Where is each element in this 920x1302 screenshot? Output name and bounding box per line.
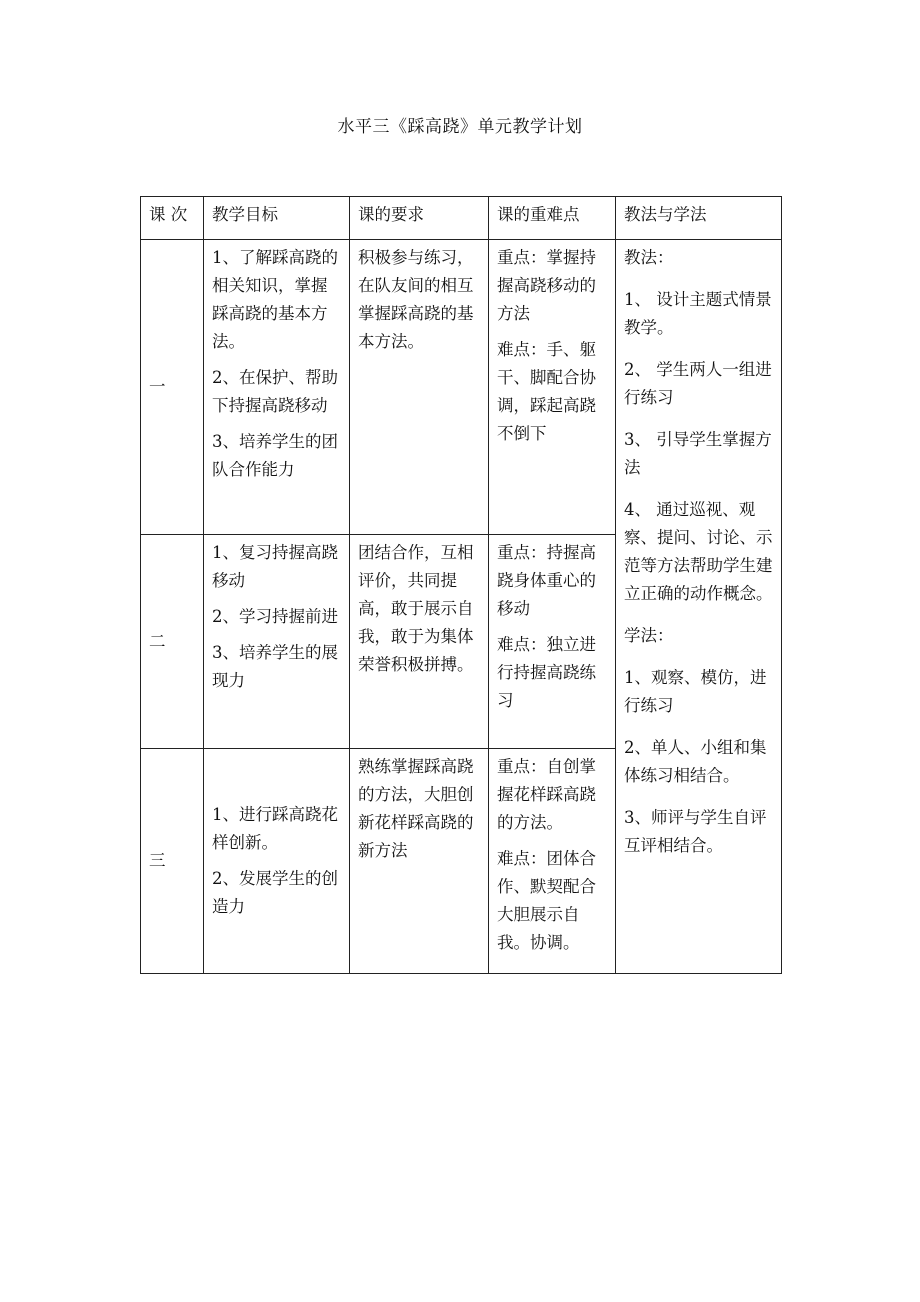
goal-item: 2、学习持握前进 (212, 607, 338, 626)
teaching-method-item: 4、 通过巡视、观察、提问、讨论、示范等方法帮助学生建立正确的动作概念。 (624, 500, 773, 603)
table-header-row (141, 197, 782, 240)
lesson-number: 三 (141, 749, 204, 974)
header-lesson: 课 次 (141, 197, 204, 240)
key-points-cell (489, 240, 616, 535)
key-points-cell (489, 749, 616, 974)
goal-item: 1、进行踩高跷花样创新。 (212, 805, 338, 852)
learning-method-item: 2、单人、小组和集体练习相结合。 (624, 738, 767, 785)
learning-method-item: 3、师评与学生自评互评相结合。 (624, 808, 767, 855)
difficulty-text: 难点：独立进行持握高跷练习 (497, 635, 596, 710)
difficulty-text: 难点：手、躯干、脚配合协调，踩起高跷不倒下 (497, 340, 596, 443)
key-points-cell (489, 535, 616, 749)
goal-item: 3、培养学生的团队合作能力 (212, 432, 338, 479)
requirements-cell (350, 535, 489, 749)
goal-item: 3、培养学生的展现力 (212, 643, 338, 690)
table-row (141, 240, 782, 535)
teaching-methods-heading: 教法： (624, 248, 674, 267)
goals-cell (204, 240, 350, 535)
goals-cell (204, 535, 350, 749)
lesson-number: 一 (141, 240, 204, 535)
header-methods: 教法与学法 (616, 197, 782, 240)
lesson-number: 二 (141, 535, 204, 749)
lesson-plan-table (140, 196, 782, 974)
goals-cell (204, 749, 350, 974)
key-point-text: 重点：自创掌握花样踩高跷的方法。 (497, 757, 596, 832)
teaching-method-item: 1、 设计主题式情景教学。 (624, 290, 772, 337)
difficulty-text: 难点：团体合作、默契配合大胆展示自我。协调。 (497, 849, 596, 952)
requirement-text: 团结合作，互相评价，共同提高，敢于展示自我，敢于为集体荣誉积极拼搏。 (358, 543, 474, 674)
goal-item: 2、发展学生的创造力 (212, 869, 338, 916)
goal-item: 1、复习持握高跷移动 (212, 543, 338, 590)
key-point-text: 重点：持握高跷身体重心的移动 (497, 543, 596, 618)
teaching-method-item: 2、 学生两人一组进行练习 (624, 360, 772, 407)
requirement-text: 积极参与练习，在队友间的相互掌握踩高跷的基本方法。 (358, 248, 474, 351)
methods-cell (616, 240, 782, 974)
goal-item: 2、在保护、帮助下持握高跷移动 (212, 368, 338, 415)
page-title: 水平三《踩高跷》单元教学计划 (337, 117, 583, 137)
requirements-cell (350, 749, 489, 974)
header-requirements: 课的要求 (350, 197, 489, 240)
learning-methods-heading: 学法： (624, 626, 674, 645)
header-key-points: 课的重难点 (489, 197, 616, 240)
learning-method-item: 1、观察、模仿，进行练习 (624, 668, 767, 715)
teaching-method-item: 3、 引导学生掌握方法 (624, 430, 772, 477)
header-goals: 教学目标 (204, 197, 350, 240)
requirement-text: 熟练掌握踩高跷的方法，大胆创新花样踩高跷的新方法 (358, 757, 474, 860)
goal-item: 1、了解踩高跷的相关知识，掌握踩高跷的基本方法。 (212, 248, 338, 351)
key-point-text: 重点：掌握持握高跷移动的方法 (497, 248, 596, 323)
requirements-cell (350, 240, 489, 535)
